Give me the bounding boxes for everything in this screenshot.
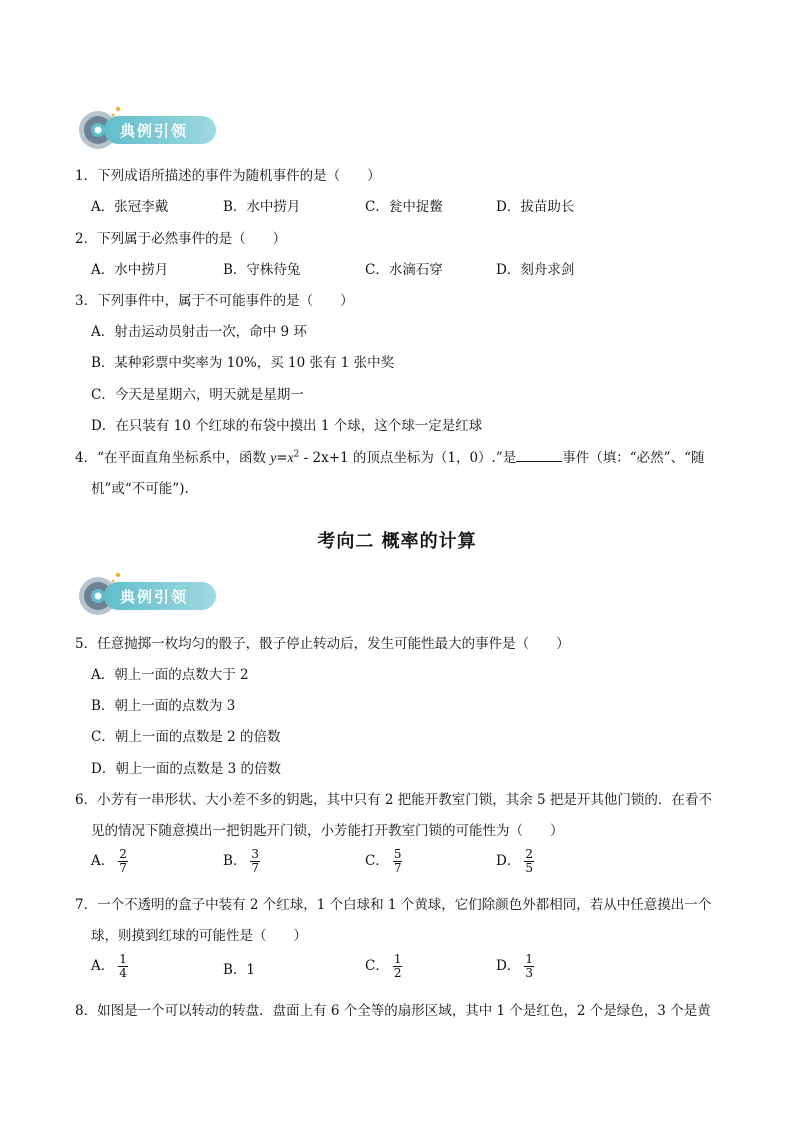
- q3-option-d: D．在只装有 10 个红球的布袋中摸出 1 个球，这个球一定是红球: [91, 418, 483, 434]
- denominator: 3: [525, 966, 533, 980]
- q1-stem: 1．下列成语所描述的事件为随机事件的是（ ）: [75, 168, 381, 184]
- fraction: [393, 953, 403, 980]
- option-label: B．: [223, 853, 247, 869]
- q1-option-c: C．瓮中捉鳖: [365, 199, 443, 215]
- q1-option-a: A．张冠李戴: [91, 199, 169, 215]
- numerator: 1: [393, 952, 402, 966]
- badge-label: 典例引领: [120, 122, 189, 140]
- fraction: [118, 953, 128, 980]
- q4-line2: 机”或“不可能”).: [91, 481, 189, 497]
- q4-text-a: 4．“在平面直角坐标系中，函数: [75, 450, 271, 466]
- option-label: D．: [496, 853, 521, 869]
- q7-option-a: [91, 953, 128, 980]
- q4-math-x: x: [287, 450, 294, 465]
- fraction: [393, 848, 403, 875]
- q7-line1: 7．一个不透明的盒子中装有 2 个红球，1 个白球和 1 个黄球，它们除颜色外都相同，若从中任意摸出一个: [75, 897, 712, 913]
- numerator: 1: [119, 952, 127, 966]
- q1-option-b: B．水中捞月: [223, 199, 301, 215]
- q1-option-d: D．拔苗助长: [496, 199, 575, 215]
- denominator: 2: [393, 966, 402, 980]
- q2-option-a: A．水中捞月: [91, 262, 169, 278]
- numerator: 2: [525, 847, 533, 861]
- option-label: C．: [365, 958, 389, 974]
- q5-stem: 5．任意抛掷一枚均匀的骰子，骰子停止转动后，发生可能性最大的事件是（ ）: [75, 636, 570, 652]
- q6-option-c: [365, 848, 402, 875]
- fraction: [524, 848, 534, 875]
- q2-option-d: D．刻舟求剑: [496, 262, 575, 278]
- q6-line1: 6．小芳有一串形状、大小差不多的钥匙，其中只有 2 把能开教室门锁，其余 5 把是开其他门锁的．在看不: [75, 792, 712, 808]
- q6-line2: 见的情况下随意摸出一把钥匙开门锁，小芳能打开教室门锁的可能性为（ ）: [91, 823, 564, 839]
- fraction: [118, 848, 128, 875]
- q4-text-c: 事件（填：“必然”、“随: [562, 450, 705, 466]
- option-label: A．: [91, 853, 115, 869]
- option-label: C．: [365, 853, 389, 869]
- q6-option-a: [91, 848, 128, 875]
- badge-label: 典例引领: [120, 588, 189, 606]
- denominator: 7: [251, 861, 260, 875]
- option-label: A．: [91, 958, 115, 974]
- fraction: [250, 848, 260, 875]
- q5-option-b: B．朝上一面的点数为 3: [91, 698, 236, 714]
- numerator: 1: [525, 952, 533, 966]
- q8-line1: 8．如图是一个可以转动的转盘．盘面上有 6 个全等的扇形区域，其中 1 个是红色，2 个是绿色，3 个是黄: [75, 1003, 711, 1019]
- option-label: D．: [496, 958, 521, 974]
- section-badge: [76, 103, 220, 153]
- section-title: 考向二 概率的计算: [317, 531, 477, 552]
- numerator: 5: [393, 847, 402, 861]
- q4-math-eq: =: [276, 450, 288, 466]
- q3-option-a: A．射击运动员射击一次，命中 9 环: [91, 324, 307, 340]
- denominator: 5: [525, 861, 533, 875]
- q5-option-d: D．朝上一面的点数是 3 的倍数: [91, 761, 281, 777]
- q3-stem: 3．下列事件中，属于不可能事件的是（ ）: [75, 293, 354, 309]
- q2-option-c: C．水滴石穿: [365, 262, 443, 278]
- q4-text-b: - 2x+1 的顶点坐标为（1，0）.”是: [299, 450, 517, 466]
- q5-option-c: C．朝上一面的点数是 2 的倍数: [91, 729, 281, 745]
- denominator: 4: [119, 966, 127, 980]
- numerator: 2: [119, 847, 127, 861]
- q7-option-b: B．1: [223, 962, 256, 978]
- q4-answer-blank[interactable]: [516, 449, 562, 462]
- fraction: [524, 953, 534, 980]
- denominator: 7: [119, 861, 127, 875]
- q2-option-b: B．守株待兔: [223, 262, 301, 278]
- q3-option-b: B．某种彩票中奖率为 10%，买 10 张有 1 张中奖: [91, 355, 395, 371]
- section-badge-2: [76, 569, 220, 619]
- q7-option-c: [365, 953, 402, 980]
- q3-option-c: C．今天是星期六，明天就是星期一: [91, 387, 304, 403]
- q2-stem: 2．下列属于必然事件的是（ ）: [75, 231, 287, 247]
- q4-line1: [75, 446, 704, 466]
- q7-option-d: [496, 953, 534, 980]
- q5-option-a: A．朝上一面的点数大于 2: [91, 667, 249, 683]
- denominator: 7: [393, 861, 402, 875]
- q6-option-d: [496, 848, 534, 875]
- q4-math-y: y: [270, 450, 277, 465]
- numerator: 3: [251, 847, 260, 861]
- q6-option-b: [223, 848, 260, 875]
- q7-line2: 球，则摸到红球的可能性是（ ）: [91, 928, 307, 944]
- q4-math-exp: 2: [293, 449, 300, 460]
